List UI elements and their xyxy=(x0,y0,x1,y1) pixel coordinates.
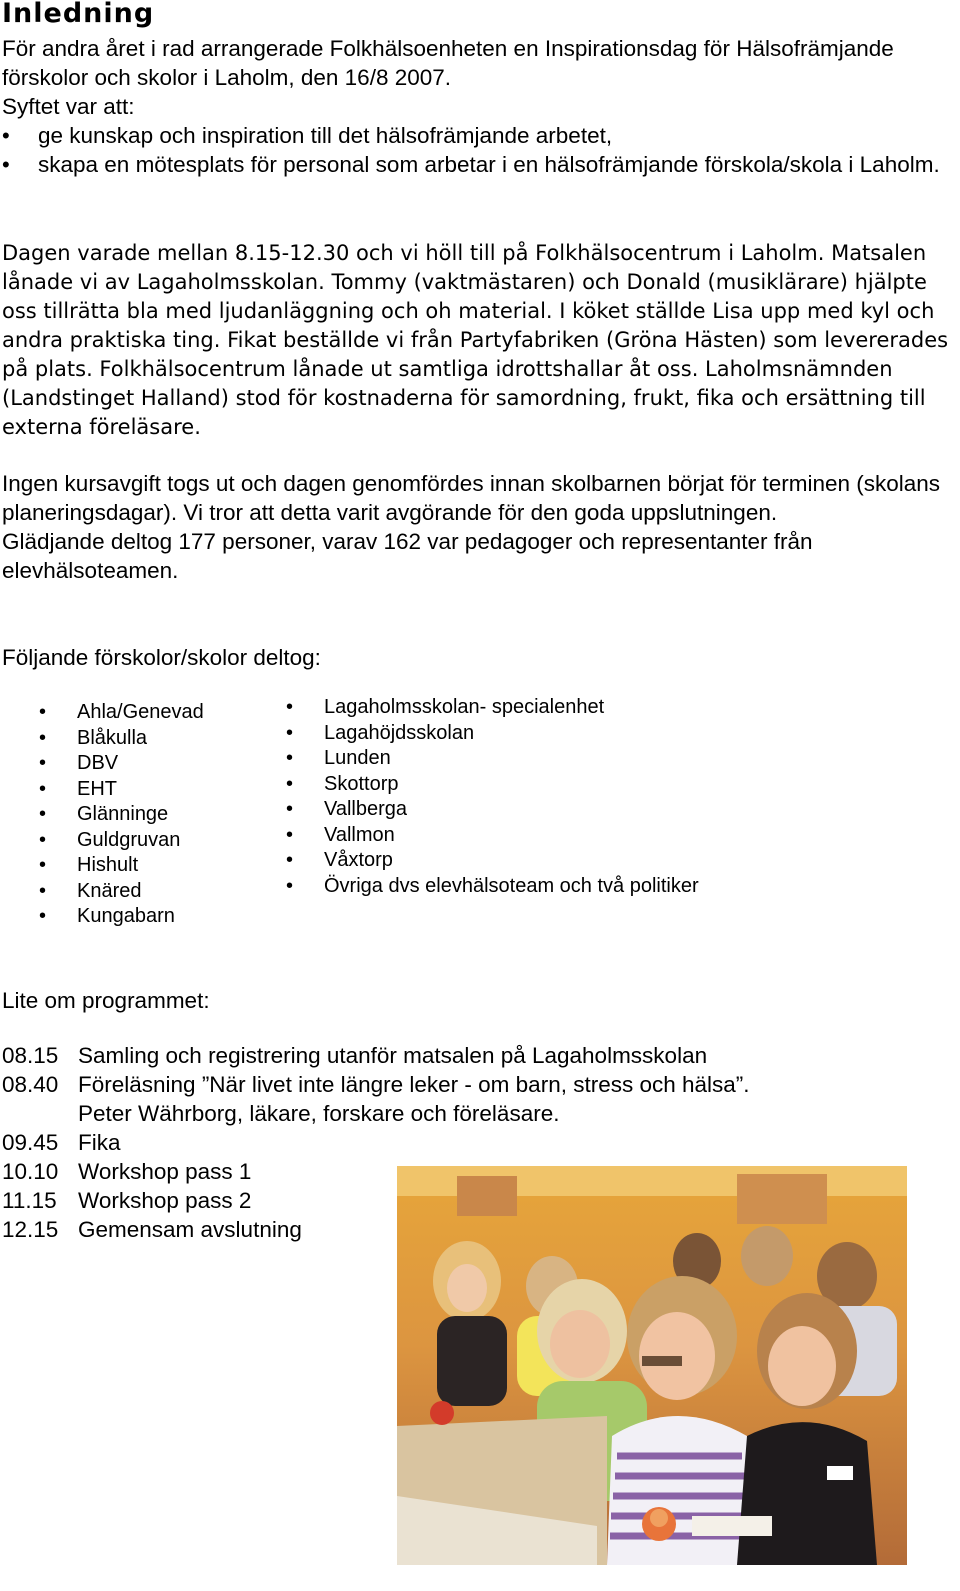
school-item: • Guldgruvan xyxy=(39,828,204,854)
program-time: 08.15 xyxy=(2,1043,59,1068)
purpose-item: • skapa en mötesplats för personal som arbetar i en hälsofrämjande förskola/skola i Laholm. xyxy=(2,150,957,179)
day-paragraph xyxy=(2,239,957,442)
school-item: • Våxtorp xyxy=(286,848,699,874)
school-item: • Knäred xyxy=(39,879,204,905)
program-heading: Lite om programmet: xyxy=(2,988,210,1013)
school-item: • Vallmon xyxy=(286,823,699,849)
fee-section xyxy=(2,469,957,585)
purpose-list xyxy=(2,121,957,179)
school-item: • Lunden xyxy=(286,746,699,772)
school-item: • Blåkulla xyxy=(39,726,204,752)
program-text: Fika xyxy=(78,1130,121,1155)
school-item: • Övriga dvs elevhälsoteam och två politiker xyxy=(286,874,699,900)
program-text: Föreläsning ”När livet inte längre leker - om barn, stress och hälsa”. xyxy=(78,1072,750,1097)
day-text-verdana: Dagen varade mellan 8.15-12.30 och vi höll till på Folkhälsocentrum i Laholm. Matsalen lånade vi av Lagaholmsskolan. xyxy=(2,241,927,294)
purpose-label: Syftet var att: xyxy=(2,94,135,119)
event-photo xyxy=(397,1166,907,1565)
school-item: • Hishult xyxy=(39,853,204,879)
school-item: • Ahla/Genevad xyxy=(39,700,204,726)
fee-paragraph: Ingen kursavgift togs ut och dagen genomfördes innan skolbarnen börjat för terminen (skolans planeringsdagar). Vi tror att detta varit avgörande för den goda uppslutningen. xyxy=(2,471,941,525)
school-item: • Vallberga xyxy=(286,797,699,823)
school-item: • DBV xyxy=(39,751,204,777)
program-time: 09.45 xyxy=(2,1130,59,1155)
program-text: Samling och registrering utanför matsalen på Lagaholmsskolan xyxy=(78,1043,708,1068)
schools-list-left xyxy=(39,700,204,930)
program-text: Workshop pass 1 xyxy=(78,1159,252,1184)
program-text: Workshop pass 2 xyxy=(78,1188,252,1213)
page-title: Inledning xyxy=(2,0,155,29)
schools-list-right xyxy=(286,695,699,899)
program-row xyxy=(2,1070,750,1099)
intro-section xyxy=(2,34,957,179)
program-time: 08.40 xyxy=(2,1072,59,1097)
program-text: Gemensam avslutning xyxy=(78,1217,302,1242)
program-time: 12.15 xyxy=(2,1217,59,1242)
program-text: Peter Währborg, läkare, forskare och föreläsare. xyxy=(78,1101,560,1126)
attendance-paragraph: Glädjande deltog 177 personer, varav 162 var pedagoger och representanter från elevhälsoteamen. xyxy=(2,529,813,583)
purpose-item: • ge kunskap och inspiration till det hälsofrämjande arbetet, xyxy=(2,121,957,150)
program-time xyxy=(2,1099,78,1128)
school-item: • Kungabarn xyxy=(39,904,204,930)
program-time: 10.10 xyxy=(2,1159,59,1184)
school-item: • EHT xyxy=(39,777,204,803)
intro-text: För andra året i rad arrangerade Folkhälsoenheten en Inspirationsdag för Hälsofrämjande förskolor och skolor i Laholm, den 16/8 2007. xyxy=(2,36,894,90)
school-item: • Glänninge xyxy=(39,802,204,828)
school-item: • Lagahöjdsskolan xyxy=(286,721,699,747)
school-item: • Skottorp xyxy=(286,772,699,798)
school-item: • Lagaholmsskolan- specialenhet xyxy=(286,695,699,721)
schools-heading: Följande förskolor/skolor deltog: xyxy=(2,645,321,670)
program-time: 11.15 xyxy=(2,1188,57,1213)
day-text-rest: Tommy (vaktmästaren) och Donald (musiklärare) hjälpte oss tillrätta bla med ljudanläggning och oh material. I köket ställde Lisa upp med kyl och andra praktiska ting. Fikat beställde vi från Partyfabriken (Gröna Hästen) som levererades på plats. Folkhälsocentrum lånade ut samtliga idrottshallar åt oss. Laholmsnämnden (Landstinget Halland) stod för kostnaderna för samordning, frukt, fika och ersättning till externa föreläsare. xyxy=(2,270,949,439)
program-row xyxy=(2,1128,750,1157)
program-row xyxy=(2,1041,750,1070)
program-row xyxy=(2,1099,750,1128)
